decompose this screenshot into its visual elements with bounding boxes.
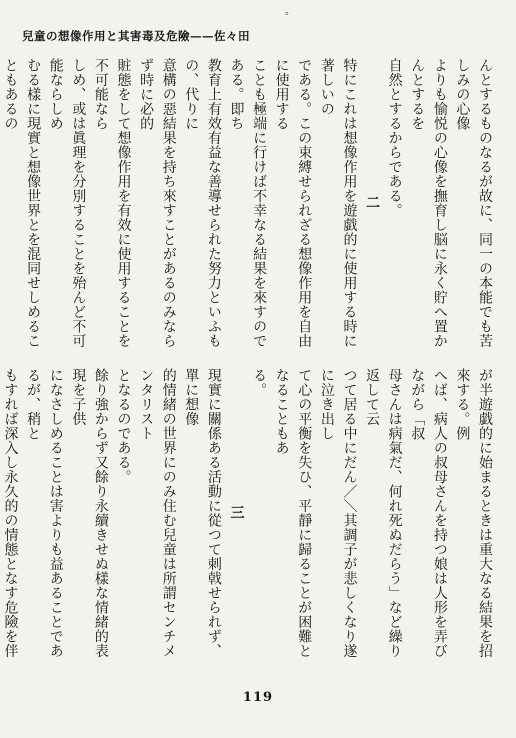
text-column: である。この束縛せられざる想像作用を自由に使用する <box>273 58 313 348</box>
page-number: 119 <box>242 690 274 705</box>
text-column: になさしめることは害よりも益あることであるが、稍と <box>25 368 64 658</box>
text-column: ことも極端に行けば不幸なる結果を來すのである。即ち <box>228 58 268 348</box>
text-block-upper <box>2 58 496 350</box>
text-column: て心の平衡を失ひ、平靜に歸ることが困難となることもあ <box>273 368 313 658</box>
section-number: 三 <box>228 505 245 523</box>
section-number: 二 <box>364 195 381 213</box>
text-column: むる樣に現實と想像世界とを混同せしめることもあるの <box>2 58 42 348</box>
text-column: よりも愉悦の心像を撫育し脳に永く貯へ置かんとするを <box>409 58 448 348</box>
text-column: 意構の惡結果を持ち來すことがあるのみならず時に必的 <box>138 58 177 348</box>
text-column: つて居る中にだん／＼其調子が悲しくなり遂に泣き出し <box>318 368 358 658</box>
text-column: 餘り強からず又餘り永續きせぬ樣な情緒的表現を子供 <box>70 368 109 658</box>
text-column: しめ、或は眞理を分別することを殆んど不可能ならしめ <box>47 58 87 348</box>
text-column: 教育上有效有益な善導せられた努力といふもの、代りに <box>183 58 222 348</box>
text-column: んとするものなるが故に、同一の本能でも苦しみの心像 <box>454 58 493 348</box>
text-column: 自然とするからである。 <box>386 58 403 218</box>
text-column: 賍態をして想像作用を有效に使用することを不可能なら <box>92 58 132 348</box>
text-column: もすれば深入し永久的の情態となす危險を伴 <box>2 368 19 658</box>
text-column: 的情緒の世界にのみ住む兒童は所謂センチメンタリスト <box>138 368 177 658</box>
text-column: が半遊戯的に始まるときは重大なる結果を招來する。例 <box>454 368 493 658</box>
text-column: 母さんは病氣だ、何れ死ぬだらう」など繰り返して云 <box>364 368 403 658</box>
text-column: となるのである。 <box>115 368 132 484</box>
text-column: 現實に關係ある活動に從つて刺戟せられず、單に想像 <box>183 368 222 658</box>
running-header: 兒童の想像作用と其害毒及危險——佐々田 <box>22 29 250 43</box>
text-column: る。 <box>251 368 268 397</box>
text-column: へば、病人の叔母さんを持つ娘は人形を弄びながら「叔 <box>409 368 448 658</box>
text-column: 特にこれは想像作用を遊戯的に使用する時に著しいの <box>318 58 358 348</box>
text-block-lower <box>2 368 496 660</box>
ink-dot: 。 <box>285 6 295 17</box>
